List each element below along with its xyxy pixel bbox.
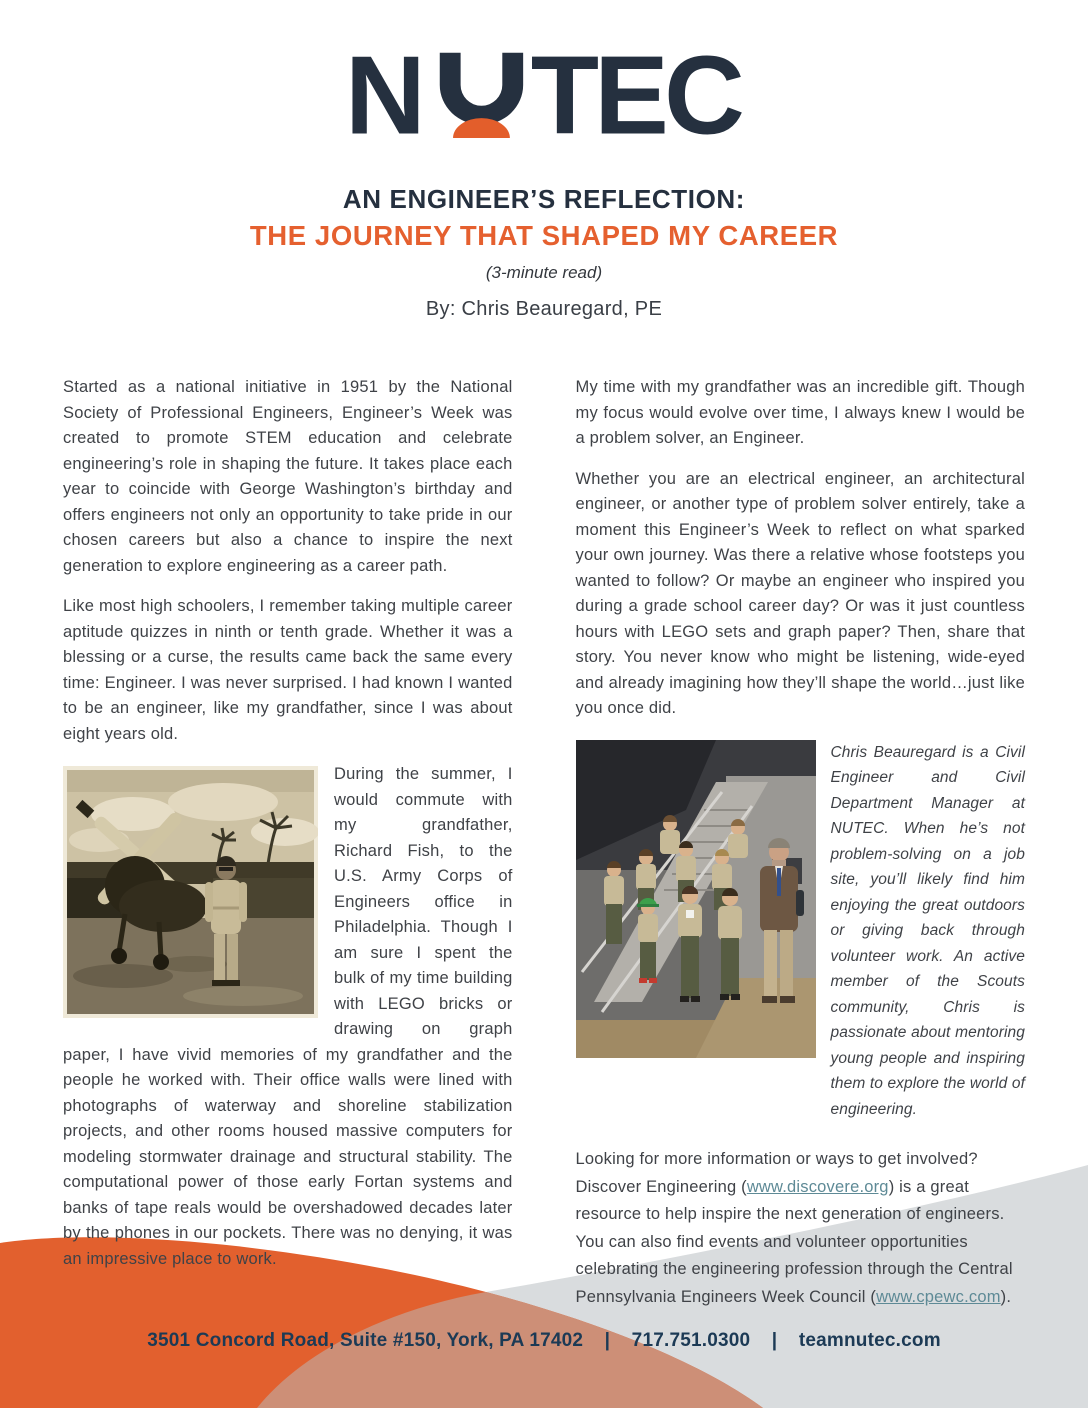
discovere-link[interactable]: www.discovere.org xyxy=(746,1177,889,1196)
byline: By: Chris Beauregard, PE xyxy=(425,298,663,321)
paragraph-with-photo xyxy=(63,762,513,1272)
page-header xyxy=(0,0,1088,321)
logo-sun-icon xyxy=(453,118,510,138)
footer-contact-bar xyxy=(0,1330,1088,1352)
logo-letter-n: N xyxy=(345,46,421,158)
info-text-2: ) is a great resource to help inspire the next generation of engineers. You can also find events and volunteer opportunities celebrating the engineering profession through the Central Pennsylvania Engineers Week Council ( xyxy=(575,1177,1013,1306)
nutec-logo xyxy=(345,46,743,158)
paragraph-get-involved xyxy=(576,1146,1026,1311)
article-title xyxy=(0,184,1088,321)
footer-separator-2: | xyxy=(771,1330,778,1351)
footer-website: teamnutec.com xyxy=(798,1330,941,1351)
footer-phone: 717.751.0300 xyxy=(631,1330,751,1351)
footer-address: 3501 Concord Road, Suite #150, York, PA 17402 xyxy=(147,1330,584,1351)
paragraph-aptitude-quizzes: Like most high schoolers, I remember taking multiple career aptitude quizzes in ninth or tenth grade. Whether it was a blessing or a curse, the results came back the same every time: Engineer. I was never surprised. I had known I wanted to be an engineer, like my grandfather, since I was about eight years old. xyxy=(63,597,513,743)
info-text-3: ). xyxy=(1000,1287,1012,1306)
left-column xyxy=(63,375,513,1311)
vintage-photo-illustration xyxy=(63,766,318,1018)
title-line-1: AN ENGINEER’S REFLECTION: xyxy=(342,184,746,214)
logo-letters-tec: TEC xyxy=(530,46,741,158)
paragraph-reflect: Whether you are an electrical engineer, an architectural engineer, or another type of problem solver entirely, take a moment this Engineer’s Week to reflect on what sparked your own journey. Was there a relative whose footsteps you wanted to follow? Or maybe an engineer who inspired you during a grade school career day? Or was it just countless hours with LEGO sets and graph paper? Then, share that story. You never know who might be listening, wide-eyed and already imagining how they’ll shape the world…just like you once did. xyxy=(575,469,1025,718)
grandfather-airplane-photo xyxy=(63,766,318,1018)
paragraph-eweek-history: Started as a national initiative in 1951 by the National Society of Professional Engineers, Engineer’s Week was created to promote STEM education and celebrate engineering’s role in shaping the future. It takes place each year to coincide with George Washington’s birthday and offers engineers not only an opportunity to take pride in our chosen careers but also a chance to inspire the next generation to explore engineering as a career path. xyxy=(63,378,513,575)
article-body xyxy=(0,375,1088,1311)
scouts-photo-illustration xyxy=(576,740,816,1058)
scouts-group-photo xyxy=(576,740,816,1058)
paragraph-summer-commute: During the summer, I would commute with my grandfather, Richard Fish, to the U.S. Army Corps of Engineers office in Philadelphia. Though I am sure I spent the bulk of my time building with LEGO bricks or drawing on graph paper, I have vivid memories of my grandfather and the people he worked with. Their office walls were lined with photographs of waterway and shoreline stabilization projects, and other rooms housed massive computers for modeling stormwater drainage and structural stability. The computational power of those early Fortan systems and banks of tape reals would be overshadowed decades later by the phones in our pockets. There was no denying, it was an impressive place to work. xyxy=(63,765,513,1268)
right-column xyxy=(576,375,1026,1311)
logo-letter-u xyxy=(440,53,523,125)
info-text-1: Looking for more information or ways to get involved? Discover Engineering ( xyxy=(575,1150,978,1196)
photo-caption: Chris Beauregard is a Civil Engineer and Civil Department Manager at NUTEC. When he’s not problem-solving on a job site, you’ll likely find him enjoying the great outdoors or giving back through volunteer work. An active member of the Scouts community, Chris is passionate about mentoring young people and inspiring them to explore the world of engineering. xyxy=(830,743,1025,1118)
read-time: (3-minute read) xyxy=(485,263,603,283)
title-line-2: THE JOURNEY THAT SHAPED MY CAREER xyxy=(249,220,839,252)
paragraph-incredible-gift: My time with my grandfather was an incredible gift. Though my focus would evolve over time, I always knew I would be a problem solver, an Engineer. xyxy=(575,378,1025,448)
photo-caption-row xyxy=(576,740,1026,1123)
cpewc-link[interactable]: www.cpewc.com xyxy=(876,1287,1001,1306)
footer-separator-1: | xyxy=(604,1330,611,1351)
